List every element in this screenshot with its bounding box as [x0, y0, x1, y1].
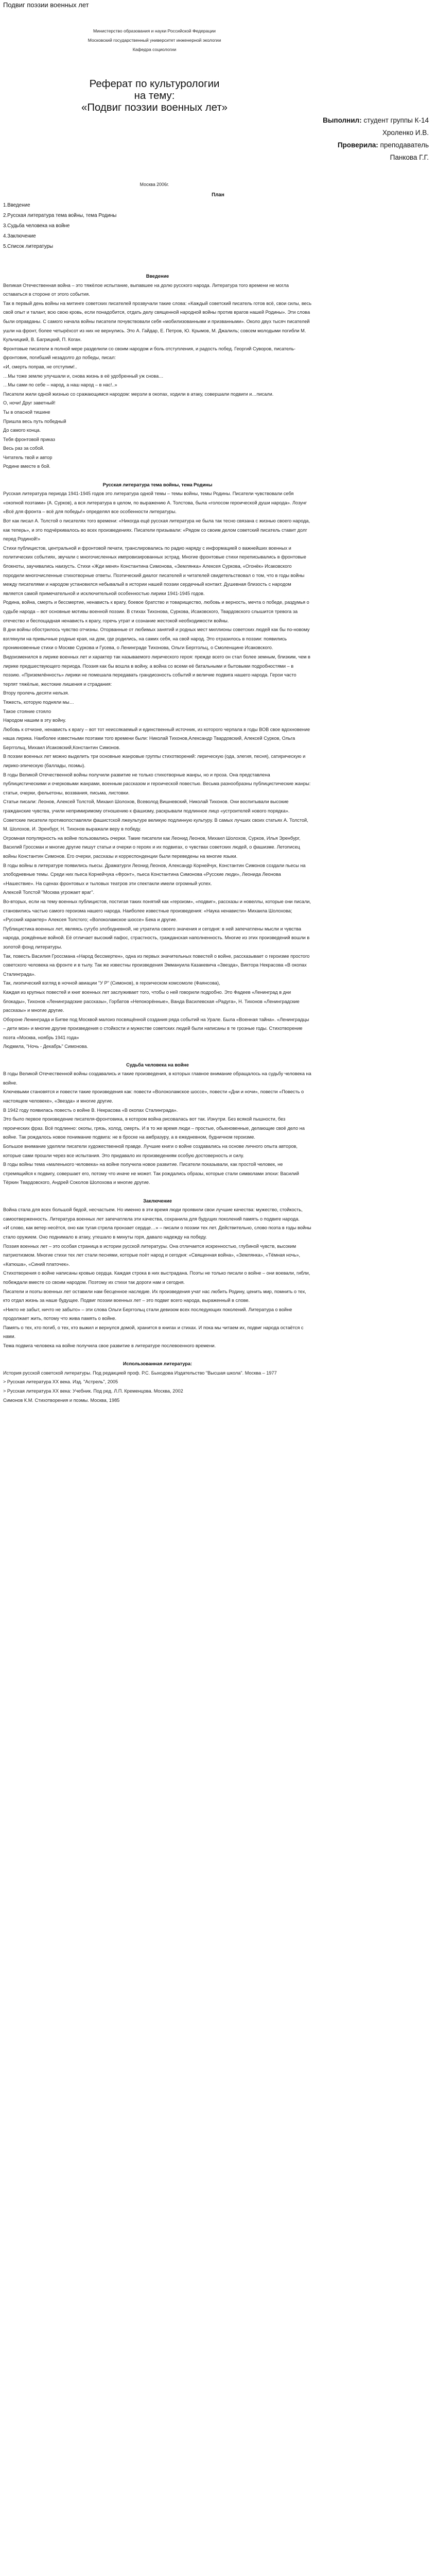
- paragraph: Читатель твой и автор: [3, 454, 53, 460]
- paragraph: Тебя фронтовой приказ: [3, 436, 55, 442]
- paragraph: Народом нашим в эту войну.: [3, 718, 66, 723]
- paragraph: Втору пролечь десяти нельзя.: [3, 690, 69, 696]
- paragraph: Видоизменился в лирике военных лет и характер так называемого лирического героя: прежде всего он стал более земным, близким, чем в лирике предшествующего периода. Поэзия как бы вошла в войну, а война со всеми её батальными и бытовыми подробностями – в поэзию. «Приземлённость» лирики не помешала передавать грандиозность событий и величие подвига нашего народа. Герои часто терпят тяжёлые, жестокие лишения и страдания:: [3, 654, 310, 687]
- paragraph: Симонов К.М. Стихотворения и поэмы. Москва, 1985: [3, 1397, 120, 1403]
- department-line: Кафедра социологии: [132, 47, 177, 52]
- paragraph: В годы войны тема «маленького человека» на войне получила новое развитие. Писатели показывали, как простой человек, не стремящийся к подвигу, совершает его, потому что иначе не может. Так рождались образы, которые стали символами эпохи: Василий Тёркин Твардовского, Андрей Соколов Шолохова и многие другие.: [3, 1162, 299, 1185]
- performed-by-group: студент группы К-14: [361, 116, 429, 124]
- paragraph: Обороне Ленинграда и Битве под Москвой малоиз посвящённой создания ряда событий на Урале. Была «Военная тайна». «Ленинградцы – дети мои» и многие другие произведения о стойкости и мужестве советских людей были написаны в те грозные годы. Стихотворение поэта «Москва, ноябрь 1941 года»: [3, 1016, 309, 1040]
- paragraph: О, ночи! Друг заветный!: [3, 400, 56, 406]
- section-title: Судьба человека на войне: [126, 1062, 189, 1067]
- paragraph: История русской советской литературы. Под редакцией проф. Р.С. Быходова Издательство "Высшая школа". Москва – 1977: [3, 1370, 277, 1376]
- paragraph: Весь раз за собой.: [3, 446, 44, 451]
- section-title: Использованная литература:: [123, 1361, 193, 1367]
- paragraph: Стихотворения о войне написаны кровью сердца. Каждая строка в них выстрадана. Поэты не только писали о войне – они воевали, гибли, побеждали вместе со своим народом. Поэтому их стихи так дороги нам и сегодня.: [3, 1270, 310, 1285]
- paragraph: «И слово, как ветер несётся, оно как тугая стрела пронзает сердце…» – писали о поэзии тех лет. Действительно, слово поэта в годы войны стало оружием. Оно поднимало в атаку, утешало в минуты горя, давало надежду на победу.: [3, 1225, 311, 1240]
- university-line: Московский государственный университет инженерной экологии: [88, 38, 221, 43]
- paragraph: В годы Великой Отечественной войны создавались и такие произведения, в которых главное внимание обращалось на судьбу человека на войне.: [3, 1071, 311, 1086]
- paragraph: Каждая из крупных повестей и книг военных лет заслуживает того, чтобы о ней говорили подробно. Это Фадеев «Ленинград в дни блокады», Тихонов «Ленинградские рассказы», Горбатов «Непокорённые», Ванда Василевская «Радуга», Н. Тихонов «Ленинградские рассказы» и многие другие.: [3, 989, 300, 1013]
- paragraph: …Мы сами по себе – народ, а наш народ – в нас!..»: [3, 382, 117, 388]
- paragraph: Огромная популярность на войне пользовались очерки. Такие писатели как Леонид Леонов, Михаил Шолохов, Сурков, Илья Эренбург, Василий Гроссман и многие другие пишут статьи и очерки о героях и их подвигах, о чувствах советских людей, о фашизме. Летописец войны Константин Симонов. Его очерки, рассказы и корреспонденции были переведены на многие языки.: [3, 835, 301, 859]
- paragraph: Память о тех, кто погиб, о тех, кто выжил и вернулся домой, хранится в книгах и стихах. И пока мы читаем их, подвиг народа остаётся с нами.: [3, 1325, 304, 1340]
- paragraph: Писатели и поэты военных лет оставили нам бесценное наследие. Их произведения учат нас любить Родину, ценить мир, помнить о тех, кто отдал жизнь за наше будущее. Подвиг поэзии военных лет – это подвиг всего народа, выраженный в слове.: [3, 1289, 306, 1303]
- paragraph: Статьи писали: Леонов, Алексей Толстой, Михаил Шолохов, Всеволод Вишневский, Николай Тихонов. Они воспитывали высокие гражданские чувства, учили непримиримому отношению к фашизму, раскрывали подлинное лицо «устроителей нового порядка». Советские писатели противопоставляли фашистской лжеультуре великую подлинную культуру. В самых лучших своих статьях А. Толстой, М. Шолохов, И. Эренбург, Н. Тихонов выражали веру в победу.: [3, 799, 308, 832]
- paragraph: > Русская литература XX века: Учебник. Под ред. Л.П. Кременцова. Москва, 2002: [3, 1388, 183, 1394]
- paragraph: В дни войны обострилось чувство отчизны. Оторванные от любимых занятий и родных мест миллионы советских людей как бы по-новому взглянули на привычные родные края, на дом, где родились, на самих себя, на свой народ. Это отразилось в поэзии: появились проникновенные стихи о Москве Суркова и Гусева, о Ленинграде Тихонова, Ольги Берггольц, о Смоленщине Исаковского.: [3, 627, 310, 651]
- paragraph: Ключевыми становятся и повести такие произведения как: повести «Волоколамское шоссе», повести «Дни и ночи», повести «Повесть о настоящем человеке», «Звезда» и многие другие.: [3, 1089, 304, 1104]
- document-tab-title: Подвиг поэзии военных лет: [3, 1, 89, 9]
- plan-item: 4.Заключение: [3, 233, 36, 239]
- plan-item: 5.Список литературы: [3, 244, 54, 249]
- title-line-3: «Подвиг поэзии военных лет»: [81, 102, 228, 113]
- paragraph: Так, повесть Василия Гроссмана «Народ бессмертен», одна из первых значительных повестей о войне, рассказывает о героизме простого советского человека на фронте и в тылу. Так же известны произведения Эммануила Казакевича «Звезда», Виктора Некрасова «В окопах Сталинграда».: [3, 953, 310, 977]
- section-spacer: [3, 1052, 312, 1061]
- paragraph: В годы Великой Отечественной войны получили развитие не только стихотворные жанры, но и проза. Она представлена публицистическими и очерковыми жанрами, военным рассказом и героической повестью. Весьма разнообразны публицистические жанры: статьи, очерки, фельетоны, воззвания, письма, листовки.: [3, 772, 311, 795]
- paragraph: Фронтовые писатели в полной мере разделили со своим народом и боль отступления, и радость побед. Георгий Суворов, писатель-фронтовик, погибший незадолго до победы, писал:: [3, 346, 295, 361]
- section-spacer: [3, 471, 312, 481]
- checked-by: [338, 141, 429, 149]
- paragraph: В 1942 году появилась повесть о войне В. Некрасова «В окопах Сталинграда».: [3, 1107, 178, 1113]
- paragraph: Родина, война, смерть и бессмертие, ненависть к врагу, боевое братство и товарищество, любовь и верность, мечта о победе, раздумья о судьбе народа – вот основные мотивы военной поэзии. В стихах Тихонова, Суркова, Исаковского, Твардовского слышится тревога за отечество и беспощадная ненависть к врагу, горечь утрат и сознание жестокой необходимости войны.: [3, 600, 309, 623]
- paragraph: Такое стояние стояло: [3, 708, 51, 714]
- paragraph: Большое внимание уделяли писатели художественной правде. Лучшие книги о войне создавались на основе личного опыта авторов, которые сами прошли через все испытания. Это придавало их произведениям особую достоверность и силу.: [3, 1144, 298, 1158]
- paragraph: Так в первый день войны на митинге советских писателей прозвучали такие слова: «Каждый советский писатель готов всё, свои силы, весь свой опыт и талант, всю свою кровь, если понадобится, отдать делу священной народной войны против врагов нашей Родины». Эти слова были оправданы. С самого начала войны писатели почувствовали себя «мобилизованными и призванными». Около двух тысяч писателей ушли на фронт, более четырёхсот из них не вернулись. Это А. Гайдар, Е. Петров, Ю. Крымов, М. Джалиль; совсем молодыми погибли М. Кульчицкий, В. Багрицкий, П. Коган.: [3, 300, 312, 343]
- paragraph: В поэзии военных лет можно выделить три основные жанровые группы стихотворений: лирическую (ода, элегия, песня), сатирическую и лирико-эпическую (баллады, поэмы).: [3, 754, 306, 769]
- paragraph: Тяжесть, которую подняли мы…: [3, 699, 74, 705]
- performed-by: [323, 116, 429, 124]
- plan-heading: План: [212, 192, 224, 198]
- paragraph: Публицистика военных лет, являясь сугубо злободневной, не утратила своего значения и сегодня: в ней запечатлены мысли и чувства народа, рождённые войной. Её отличает высокий пафос, страстность, гражданская наполненность. Многие из этих произведений вошли в золотой фонд литературы.: [3, 926, 310, 950]
- section-title: Введение: [146, 274, 169, 279]
- paragraph: Ты в опасной тишине: [3, 409, 50, 415]
- paragraph: …Мы тоже землю улучшали и, снова жизнь в её удобренный уж снова…: [3, 373, 164, 379]
- checked-by-label: Проверила:: [337, 141, 378, 149]
- checker-name: Панкова Г.Г.: [390, 154, 429, 161]
- title-line-2: на тему:: [134, 90, 175, 101]
- section-spacer: [3, 1405, 312, 1414]
- paragraph: Во-вторых, если на тему военных публицистов, постигая таких понятий как «героизм», «подвиг», рассказы и новеллы, которые они писали, становились частью самого героизма нашего народа. Наиболее известные произведения: «Наука ненависти» Михаила Шолохова; «Русский характер» Алексея Толстого; «Волоколамское шоссе» Бека и другие.: [3, 899, 311, 923]
- paragraph: Великая Отечественная война – это тяжёлое испытание, выпавшее на долю русского народа. Литература того времени не могла оставаться в стороне от этого события.: [3, 282, 289, 297]
- paragraph: Война стала для всех большой бедой, несчастьем. Но именно в эти время люди проявили свои лучшие качества: мужество, стойкость, самоотверженность. Литература военных лет запечатлела эти качества, сохранила для будущих поколений память о подвиге народа.: [3, 1207, 303, 1222]
- document-body: [3, 272, 312, 1414]
- city-year: Москва 2006г.: [139, 182, 169, 187]
- ministry-line: Министерство образования и науки Российской Федерации: [93, 28, 216, 33]
- paragraph: Любовь к отчизне, ненависть к врагу – вот тот неиссякаемый и единственный источник, из которого черпала в годы ВОВ свое вдохновение наша лирика. Наиболее известными поэтами того времени были: Николай Тихонов,Александр Твардовский, Алексей Сурков, Ольга Берггольц, Михаил Исаковский,Константин Симонов.: [3, 726, 310, 750]
- paragraph: В годы войны в литературе появились пьесы. Драматурги Леонид Леонов, Александр Корнейчук, Константин Симонов создали пьесы на злободневные темы. Среди них пьеса Корнейчука «Фронт», пьеса Константина Симонова «Русские люди», Леонида Леонова «Нашествие». На сценах фронтовых и тыловых театров эти спектакли имели огромный успех.: [3, 862, 306, 886]
- paragraph: «И, смерть поправ, не отступим!..: [3, 364, 77, 369]
- paragraph: Алексей Толстой "Москва угрожает враг".: [3, 890, 95, 895]
- paragraph: Поэзия военных лет – это особая страница в истории русской литературы. Она отличается искренностью, глубиной чувств, высоким патриотизмом. Многие стихи тех лет стали песнями, которые поёт народ и сегодня: «Священная война», «Землянка», «Тёмная ночь», «Катюша», «Синий платочек».: [3, 1243, 301, 1267]
- paragraph: Это было первое произведение писателя-фронтовика, в котором война рисовалась вот так. Изнутри. Без всякой пышности, без героических фраз. Всё подлинно: окопы, грязь, холод, смерть. И в то же время люди – простые, обыкновенные, делающие своё дело на войне. Так рождалось новое понимание подвига: не в броске на амбразуру, а в ежедневном, будничном героизме.: [3, 1116, 305, 1140]
- plan-item: 1.Введение: [3, 202, 30, 208]
- paragraph: Русская литература периода 1941-1945 годов это литература одной темы – темы войны, темы Родины. Писатели чувствовали себя «окопной поэтами» (А. Сурков), а вся литература в целом, по выражению А. Толстова, была «голосом героической души народа». Лозунг «Всё для фронта – всё для победы!» определял все особенности литературы.: [3, 491, 307, 515]
- section-title: Заключение: [143, 1198, 172, 1204]
- author-name: Хроленко И.В.: [382, 129, 429, 137]
- paragraph: До самого конца.: [3, 428, 41, 433]
- paragraph: Стихи публицистов, центральной и фронтовой печати, транслировались по радио наряду с информацией о важнейших военных и политических событиях, звучали с многочисленных импровизированных эстрад. Многие фронтовые стихи переписывались в фронтовые блокноты, заучивались наизусть. Стихи «Жди меня» Константина Симонова, «Землянка» Алексея Суркова, «Огонёк» Исаковского породили многочисленные стихотворные ответы. Поэтический диалог писателей и читателей свидетельствовал о том, что в годы войны между писателями и народом установился небывалый в истории нашей поэзии сердечный контакт. Душевная близость с народом является самой примечательной и исключительной особенностью лирики 1941-1945 годов.: [3, 545, 306, 596]
- paragraph: Писатели жили одной жизнью со сражающимся народом: мерзли в окопах, ходили в атаку, совершали подвиги и…писали.: [3, 391, 274, 397]
- title-line-1: Реферат по культурологии: [89, 78, 220, 90]
- paragraph: Тема подвига человека на войне получила свое развитие в литературе послевоенного времени.: [3, 1343, 216, 1349]
- paragraph: Так, лиэпический взгляд в ночной авиации "У Р" (Симонов), в героическом комсомоле (Фаянсова),: [3, 980, 220, 986]
- section-spacer: [3, 1351, 312, 1360]
- section-title: Русская литература тема войны, тема Родины: [102, 482, 213, 487]
- paragraph: Людмила, "Ночь - Декабрь" Симонова.: [3, 1044, 89, 1049]
- performed-by-label: Выполнил:: [323, 116, 362, 124]
- paragraph: Пришла весь путь победный: [3, 418, 66, 424]
- paragraph: «Никто не забыт, ничто не забыто» – эти слова Ольги Берггольц стали девизом всех последующих поколений. Литература о войне продолжает жить, потому что жива память о войне.: [3, 1307, 292, 1321]
- section-spacer: [3, 1188, 312, 1197]
- paragraph: > Русская литература XX века. Изд. "Астрель", 2005: [3, 1379, 118, 1385]
- checked-by-role: преподаватель: [378, 141, 429, 149]
- plan-item: 2.Русская литература тема войны, тема Родины: [3, 213, 117, 218]
- paragraph: Родине вместе в бой.: [3, 464, 50, 469]
- paragraph: Вот как писал А. Толстой о писателях того времени: «Никогда ещё русская литература не была так тесно связана с жизнью своего народа, как теперь», и это подчёркивалось во всех произведениях. Писатели призывали: «Рядом со своим делом советский писатель ставит долг перед Родиной!»: [3, 518, 310, 542]
- plan-item: 3.Судьба человека на войне: [3, 223, 70, 229]
